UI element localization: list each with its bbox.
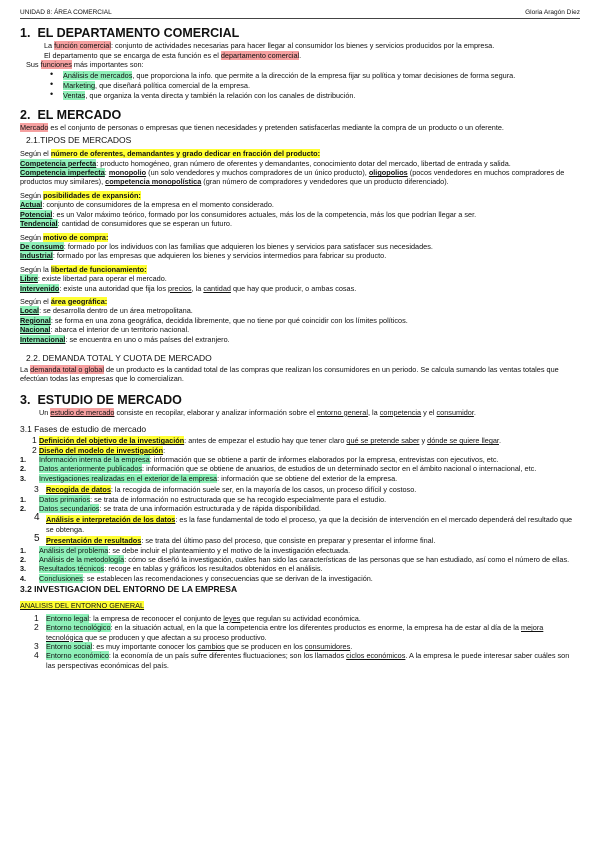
- list-item: 1 Entorno legal: la empresa de reconocer el conjunto de leyes que regulan su actividad económica.: [34, 612, 361, 623]
- market-group-3: Según motivo de compra: De consumo: formado por los individuos con las familias que adquieren los bienes y servicios para satisfacer sus necesidades. Industrial: formado por las empresas que adquieren los bienes y servicios intermedios para fabricar su producto.: [20, 232, 433, 261]
- list-item: 3 Entorno social: es muy importante conocer los cambios que se producen en los consumidores.: [34, 640, 353, 651]
- market-group-1: Según el número de oferentes, demandantes y grado dedicar en fracción del producto: Competencia perfecta: producto homogéneo, gran número de oferentes y demandantes, conocimiento dotar del mercado, libertad de entrada y salida. Competencia imperfecta: monopolio (un solo vendedores y muchos compradores de un único producto), oligopolios (pocos vendedores en muchos compradores de productos muy similares), competencia monopolística (gran número de compradores y vendedores que un producto diferenciado).: [20, 149, 565, 187]
- section-3-title: 3. ESTUDIO DE MERCADO: [20, 392, 182, 407]
- list-item: 3. Resultados técnicos: recoge en tablas y gráficos los resultados obtenidos en el análisis.: [20, 564, 323, 574]
- subsection-2-1-title: 2.1.TIPOS DE MERCADOS: [26, 135, 132, 146]
- sublist: [20, 546, 580, 584]
- phase-item: 1 Definición del objetivo de la investigación: antes de empezar el estudio hay que tener claro qué se pretende saber y dónde se quiere llegar.: [32, 435, 501, 446]
- header-unit: UNIDAD 8: ÁREA COMERCIAL: [20, 9, 112, 16]
- section-2-title: 2. EL MERCADO: [20, 107, 122, 122]
- list-item: 2. Datos anteriormente publicados: información que se obtiene de anuarios, de estudios de un determinado sector en el ámbito nacional o internacional, etc.: [20, 464, 537, 474]
- subsection-2-2-title: 2.2. DEMANDA TOTAL Y CUOTA DE MERCADO: [26, 352, 212, 363]
- list-item: 3. Investigaciones realizadas en el exterior de la empresa: información que se obtiene del exterior de la empresa.: [20, 473, 398, 483]
- phase-list: [20, 436, 580, 455]
- list-item: • Marketing, que diseñará política comercial de la empresa.: [50, 79, 250, 91]
- paragraph: El departamento que se encarga de esta función es el departamento comercial.: [44, 50, 302, 60]
- list-item: 2. Datos secundarios: se trata de una información estructurada y de rápida disponibilidad.: [20, 504, 321, 514]
- phase-item: 3 Recogida de datos: la recogida de información suele ser, en la mayoría de los casos, un proceso difícil y costoso.: [34, 484, 417, 495]
- sublist: [20, 495, 580, 514]
- market-group-4: Según la libertad de funcionamiento: Libre: existe libertad para operar el mercado. Intervenido: existe una autoridad que fija los precios, la cantidad que hay que producir, o ambas cosas.: [20, 264, 357, 293]
- subsection-3-2-title: 3.2 INVESTIGACION DEL ENTORNO DE LA EMPRESA: [20, 584, 238, 595]
- page-header: [20, 8, 580, 19]
- list-item: 1. Datos primarios: se trata de información no estructurada que se ha recogido especialmente para el estudio.: [20, 494, 387, 504]
- sublist: [20, 455, 580, 483]
- paragraph: Un estudio de mercado consiste en recopilar, elaborar y analizar información sobre el entorno general, la competencia y el consumidor.: [39, 407, 476, 417]
- paragraph: La demanda total o global de un producto es la cantidad total de las compras que realizan los consumidores en un periodo. Se calcula sumando las ventas totales que efectúan todas las empresas que lo comercializan.: [20, 364, 559, 384]
- paragraph: La función comercial: conjunto de actividades necesarias para hacer llegar al consumidor los bienes y servicios producidos por la empresa.: [44, 41, 495, 51]
- section-1-title: 1. EL DEPARTAMENTO COMERCIAL: [20, 26, 240, 41]
- list-item: 2 Entorno tecnológico: en la situación actual, en la que la competencia entre los diferentes productos es enorme, la empresa ha de estar al día de la mejora tecnológica que se producen y que afectan a su proceso productivo.: [34, 622, 544, 642]
- document-page: [20, 0, 580, 670]
- phase-list: [20, 485, 580, 494]
- market-group-2: Según posibilidades de expansión: Actual: conjunto de consumidores de la empresa en el momento considerado. Potencial: es un Valor máximo teórico, formado por los consumidores actuales, más los de la competencia, más los que podrían llegar a ser. Tendencial: cantidad de consumidores que se esperan un futuro.: [20, 190, 477, 229]
- paragraph: Sus funciones más importantes son:: [26, 60, 144, 70]
- list-item: • Ventas, que organiza la venta directa y también la relación con los canales de distribución.: [50, 89, 356, 101]
- phase-item: 4 Análisis e interpretación de los datos: es la fase fundamental de todo el proceso, ya que la decisión de intervención en el mercado dependerá del resultado que se obtenga.: [34, 512, 573, 534]
- list-item: 4. Conclusiones: se establecen las recomendaciones y consecuencias que se derivan de la investigación.: [20, 573, 373, 583]
- functions-list: [20, 68, 580, 101]
- list-item: • Análisis de mercados, que proporciona la info. que permite a la dirección de la empresa fijar su política y tomar decisiones de forma segura.: [50, 68, 516, 80]
- header-author: Gloria Aragón Díez: [525, 9, 580, 16]
- paragraph: Mercado es el conjunto de personas o empresas que tienen necesidades y pretenden satisfacerlas mediante la compra de un producto o un oferente.: [20, 122, 504, 132]
- phase-list: [20, 512, 580, 546]
- list-item: 2. Análisis de la metodología: cómo se diseñó la investigación, cuáles han sido las características de las personas que se han estudiado, así como el número de ellas.: [20, 555, 570, 565]
- list-item: 1. Análisis del problema: se debe incluir el planteamiento y el motivo de la investigación efectuada.: [20, 545, 351, 555]
- phase-item: 2 Diseño del modelo de investigación:: [32, 444, 166, 455]
- subheading: ANALISIS DEL ENTORNO GENERAL: [20, 601, 145, 611]
- environment-list: [20, 614, 580, 670]
- list-item: 1. Información interna de la empresa: información que se obtiene a partir de informes elaborados por la empresa, entrevistas con ejecutivos, etc.: [20, 455, 499, 464]
- subsection-3-1-title: 3.1 Fases de estudio de mercado: [20, 424, 147, 435]
- market-group-5: Según el área geográfica: Local: se desarrolla dentro de un área metropolitana. Regional: se forma en una zona geográfica, decidida libremente, que no tiene por qué coincidir con los límites políticos. Nacional: abarca el interior de un territorio nacional. Internacional: se encuentra en uno o más países del extranjero.: [20, 296, 408, 344]
- list-item: 4 Entorno económico: la economía de un país sufre diferentes fluctuaciones; son los llamados ciclos económicos. A la empresa le puede interesar saber cuáles son las perspectivas económicas del país.: [34, 650, 570, 670]
- phase-item: 5 Presentación de resultados: se trata del último paso del proceso, que consiste en preparar y presentar el informe final.: [34, 533, 436, 546]
